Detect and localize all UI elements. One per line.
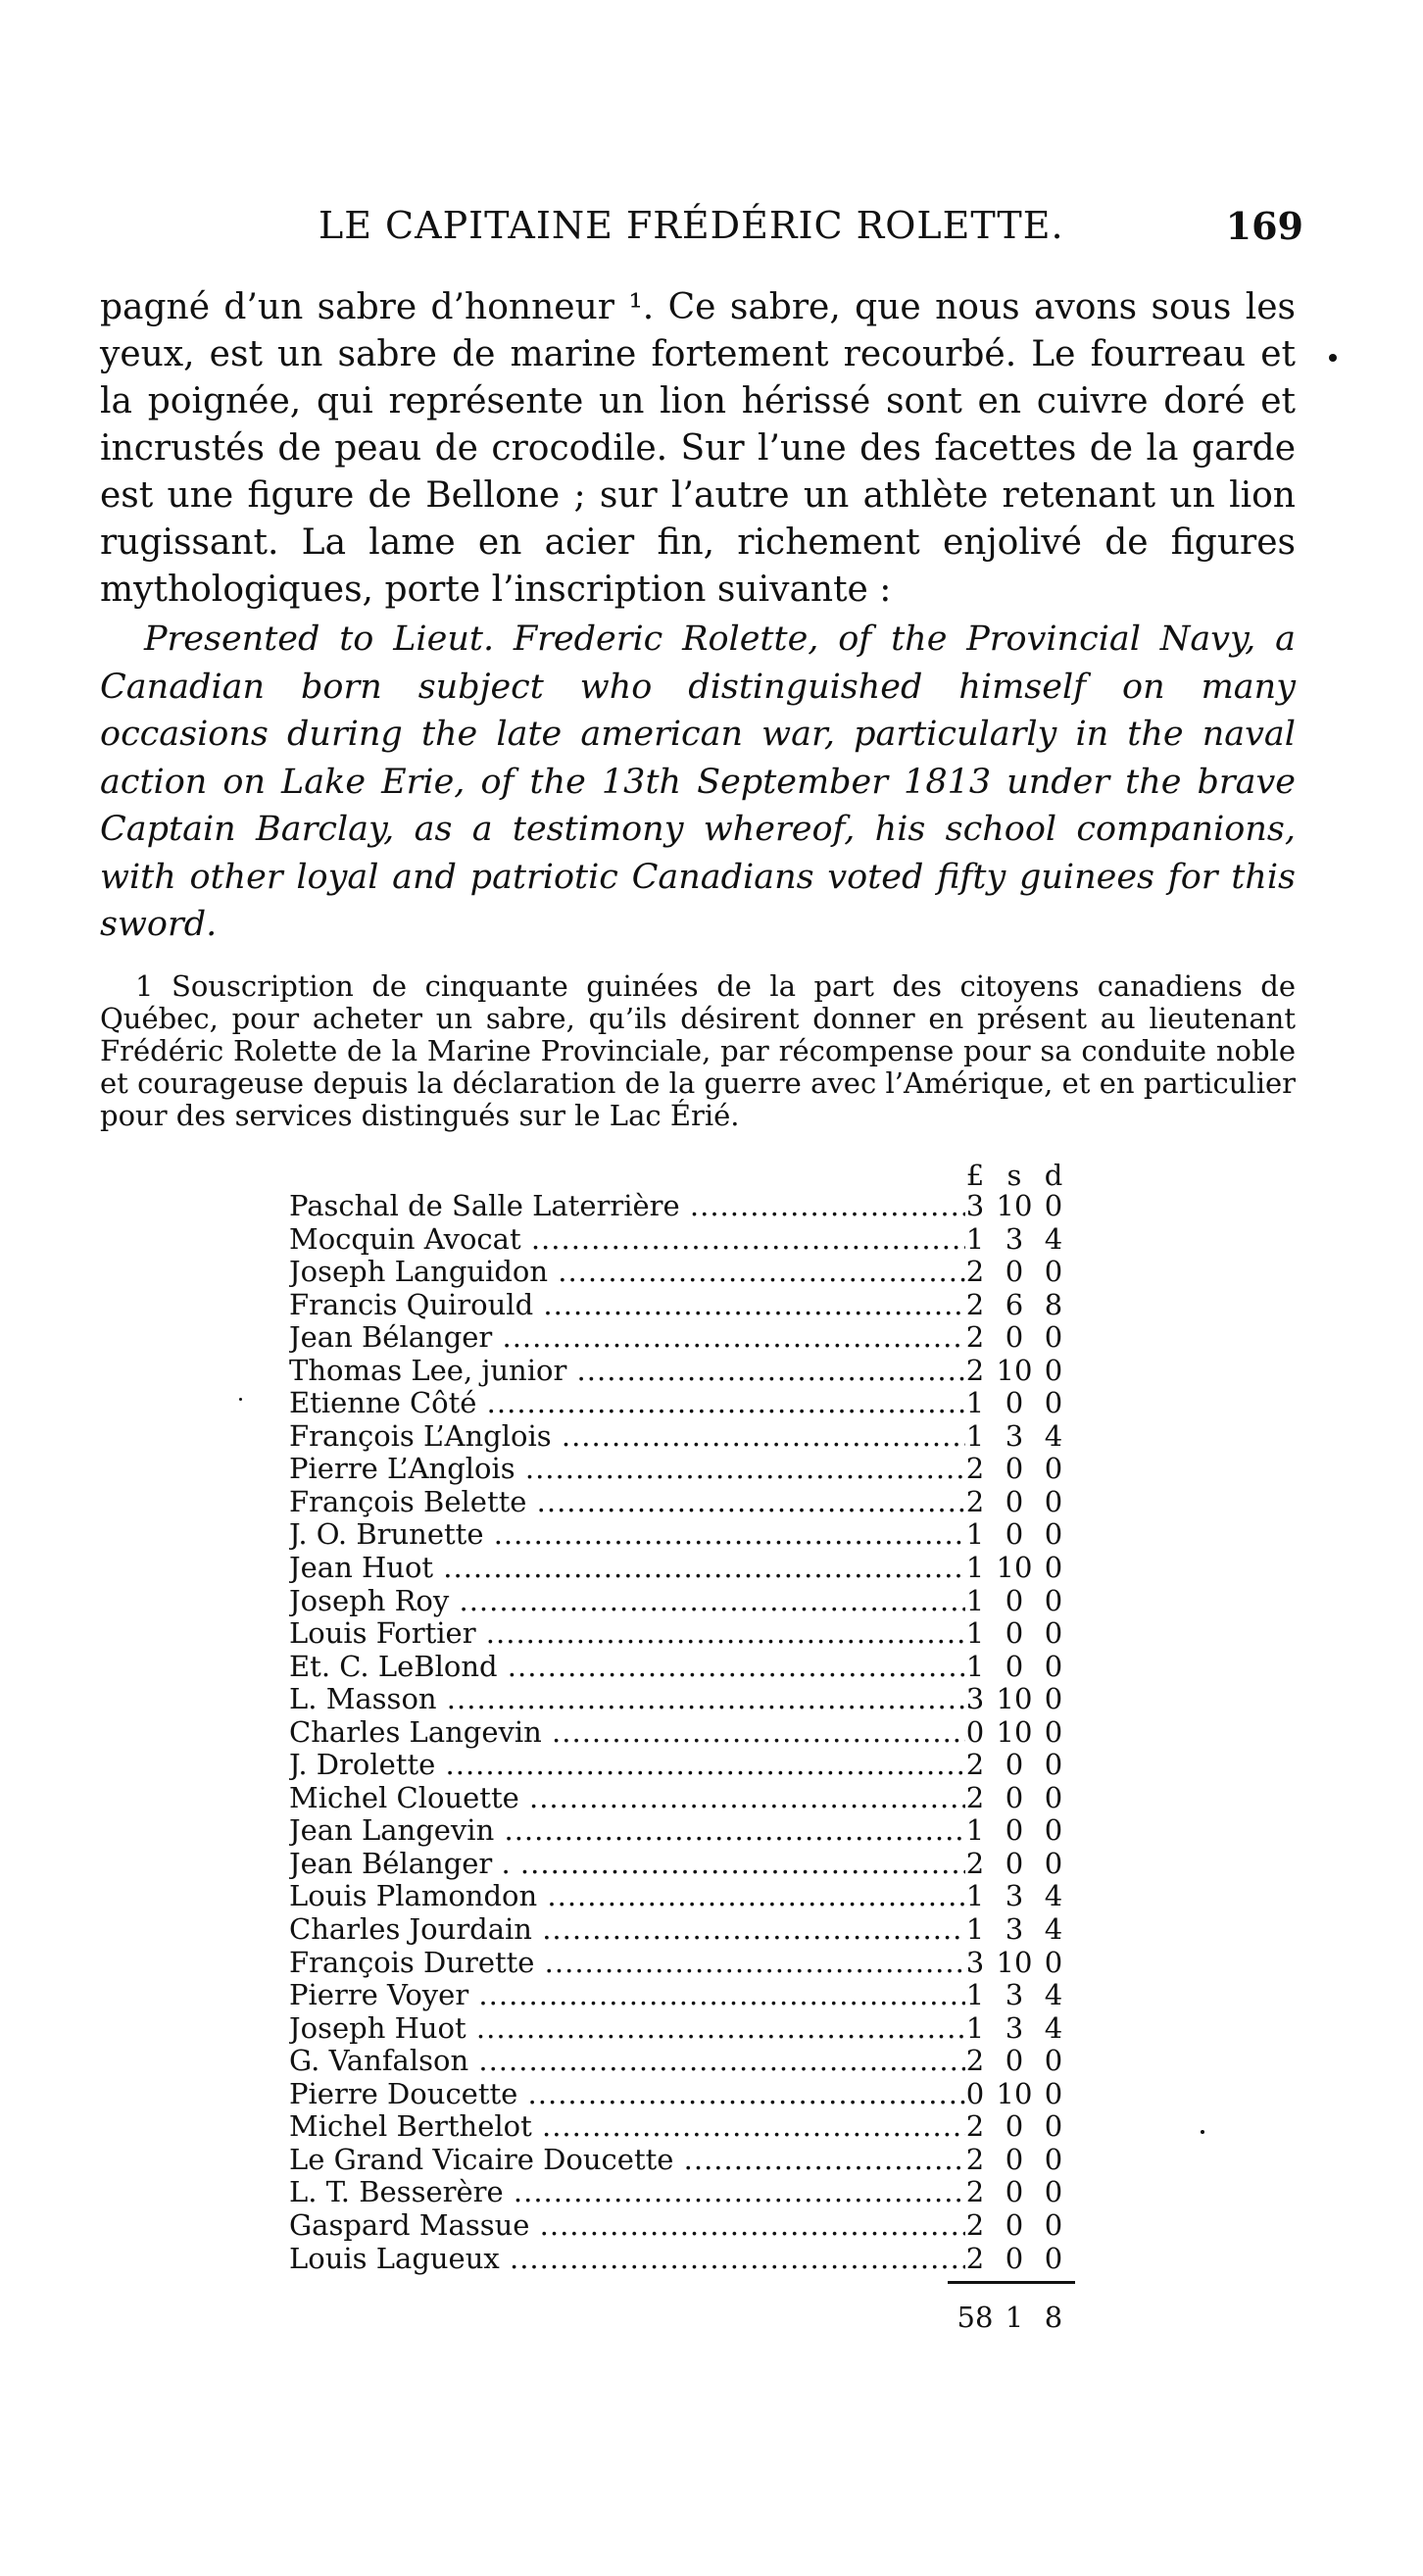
shillings-amount: 0 [1005,2044,1024,2078]
subscriber-name: Pierre Voyer ..... [289,1979,965,2012]
pence-amount: 0 [1044,1748,1063,1782]
subscriber-name: François L’Anglois ..... [289,1420,965,1454]
subscriber-name: Pierre Doucette ..... [289,2078,965,2111]
subscriber-name: Louis Lagueux ..... [289,2243,965,2276]
ledger-row [289,1782,1103,1815]
shillings-amount: 0 [1005,1649,1024,1683]
pence-amount: 4 [1044,1879,1063,1913]
shillings-amount: 10 [996,1353,1033,1387]
shillings-amount: 0 [1005,1748,1024,1782]
pence-column-header: d [1044,1159,1063,1192]
shillings-amount: 0 [1005,1517,1024,1552]
shillings-amount: 0 [1005,2207,1024,2242]
shillings-column-header: s [1006,1159,1022,1192]
pence-amount: 4 [1044,1418,1063,1453]
ledger-row [289,2045,1103,2078]
pounds-amount: 1 [965,1912,985,1947]
pence-amount: 0 [1044,2076,1063,2110]
pounds-amount: 2 [965,1748,985,1782]
shillings-amount: 0 [1005,1780,1024,1814]
pence-amount: 0 [1044,2175,1063,2209]
subscriber-name: Etienne Côté ..... [289,1387,965,1420]
ledger-row [289,1453,1103,1486]
pounds-amount: 2 [965,2175,985,2209]
ledger-row [289,1880,1103,1913]
total-shillings: 1 [1005,2301,1024,2335]
shillings-amount: 3 [1005,1879,1024,1913]
shillings-amount: 0 [1005,2142,1024,2176]
subscriber-name: Mocquin Avocat ..... [289,1223,965,1257]
subscriber-name: Joseph Languidon ..... [289,1256,965,1289]
footnote-text: 1 Souscription de cinquante guinées de la part des citoyens canadiens de Québec, pour acheter un sabre, qu’ils désirent donner en présent au lieutenant Frédéric Rolette de la Marine Provinciale, par récompense pour sa conduite noble et courageuse depuis la déclaration de la guerre avec l’Amérique, et en particulier pour des services distingués sur le Lac Érié. [100,969,1296,1132]
subscriber-name: Francis Quirould ..... [289,1289,965,1322]
ledger-row [289,1289,1103,1322]
pence-amount: 4 [1044,2010,1063,2045]
ledger-row [289,1848,1103,1881]
pounds-amount: 2 [965,1484,985,1518]
pence-amount: 0 [1044,1616,1063,1651]
total-pounds: 58 [957,2301,994,2335]
shillings-amount: 3 [1005,2010,1024,2045]
ink-speck [239,1398,242,1401]
pence-amount: 0 [1044,2109,1063,2144]
subscriber-name: Jean Bélanger ..... [289,1321,965,1355]
subscriber-name: Charles Jourdain ..... [289,1913,965,1947]
shillings-amount: 0 [1005,2175,1024,2209]
ledger-row [289,1420,1103,1454]
total-rule [948,2281,1075,2284]
ledger-row [289,1585,1103,1618]
ledger-row [289,1190,1103,1223]
pounds-amount: 2 [965,1452,985,1486]
subscriber-name: G. Vanfalson ..... [289,2045,965,2078]
pounds-amount: 3 [965,1945,985,1979]
ledger-row [289,1749,1103,1782]
ledger-row [289,1979,1103,2012]
shillings-amount: 0 [1005,1320,1024,1355]
shillings-amount: 0 [1005,2241,1024,2275]
shillings-amount: 10 [996,1945,1033,1979]
subscriber-name: Jean Langevin ..... [289,1814,965,1848]
pounds-amount: 1 [965,1583,985,1617]
pence-amount: 0 [1044,1189,1063,1222]
pence-amount: 0 [1044,1846,1063,1880]
pounds-amount: 1 [965,1418,985,1453]
shillings-amount: 0 [1005,1386,1024,1420]
subscriber-name: François Durette ..... [289,1947,965,1980]
pounds-column-header: £ [965,1159,985,1192]
ledger-row [289,1913,1103,1947]
shillings-amount: 0 [1005,1452,1024,1486]
shillings-amount: 10 [996,1714,1033,1749]
shillings-amount: 0 [1005,1846,1024,1880]
subscriber-name: J. Drolette ..... [289,1749,965,1782]
pounds-amount: 2 [965,2207,985,2242]
ledger-row [289,1617,1103,1651]
total-pence: 8 [1044,2301,1063,2335]
pence-amount: 0 [1044,1649,1063,1683]
pounds-amount: 1 [965,1813,985,1848]
shillings-amount: 3 [1005,1978,1024,2012]
ledger-row [289,1223,1103,1257]
shillings-amount: 10 [996,1682,1033,1716]
ledger-row [289,2209,1103,2243]
subscriber-name: Louis Plamondon ..... [289,1880,965,1913]
pounds-amount: 2 [965,1287,985,1321]
ledger-row [289,1683,1103,1716]
pounds-amount: 2 [965,1353,985,1387]
pence-amount: 0 [1044,2207,1063,2242]
ledger-row [289,1486,1103,1519]
pence-amount: 0 [1044,2241,1063,2275]
subscriber-name: Thomas Lee, junior ..... [289,1355,965,1388]
pence-amount: 0 [1044,1255,1063,1289]
subscriber-name: Michel Berthelot ..... [289,2110,965,2144]
pounds-amount: 2 [965,2142,985,2176]
ledger-row [289,1387,1103,1420]
pounds-amount: 1 [965,1386,985,1420]
pounds-amount: 1 [965,1616,985,1651]
ledger-row [289,1947,1103,1980]
subscriber-name: Jean Huot ..... [289,1552,965,1585]
ledger-row [289,2110,1103,2144]
shillings-amount: 3 [1005,1912,1024,1947]
pence-amount: 0 [1044,1583,1063,1617]
subscriber-name: J. O. Brunette ..... [289,1518,965,1552]
subscriber-name: L. Masson ..... [289,1683,965,1716]
pounds-amount: 3 [965,1682,985,1716]
pence-amount: 0 [1044,1320,1063,1355]
pounds-amount: 1 [965,1978,985,2012]
pence-amount: 0 [1044,1945,1063,1979]
shillings-amount: 10 [996,2076,1033,2110]
subscriber-name: Et. C. LeBlond ..... [289,1651,965,1684]
pounds-amount: 2 [965,1255,985,1289]
pounds-amount: 1 [965,1221,985,1256]
running-head [98,204,1303,255]
subscriber-name: Joseph Roy ..... [289,1585,965,1618]
shillings-amount: 10 [996,1551,1033,1585]
ink-speck [1201,2130,1204,2134]
pounds-amount: 2 [965,2241,985,2275]
ledger-row [289,1716,1103,1750]
shillings-amount: 0 [1005,1255,1024,1289]
subscriber-name: Le Grand Vicaire Doucette ..... [289,2144,965,2177]
subscriber-name: Gaspard Massue ..... [289,2209,965,2243]
subscriber-name: François Belette ..... [289,1486,965,1519]
shillings-amount: 6 [1005,1287,1024,1321]
ledger-row [289,2078,1103,2111]
pounds-amount: 0 [965,2076,985,2110]
shillings-amount: 0 [1005,1484,1024,1518]
pounds-amount: 2 [965,2109,985,2144]
subscriber-name: Joseph Huot ..... [289,2012,965,2046]
running-title: LE CAPITAINE FRÉDÉRIC ROLETTE. [319,204,1064,247]
pence-amount: 0 [1044,1551,1063,1585]
pounds-amount: 1 [965,1517,985,1552]
ledger-row [289,1814,1103,1848]
pence-amount: 0 [1044,1452,1063,1486]
pence-amount: 4 [1044,1221,1063,1256]
pence-amount: 0 [1044,1780,1063,1814]
shillings-amount: 0 [1005,1583,1024,1617]
pounds-amount: 2 [965,1320,985,1355]
ledger-row [289,1355,1103,1388]
shillings-amount: 3 [1005,1221,1024,1256]
page-number: 169 [1225,204,1303,248]
pence-amount: 0 [1044,1484,1063,1518]
pence-amount: 0 [1044,1517,1063,1552]
ledger-total [289,2298,1103,2337]
ledger-row [289,1518,1103,1552]
ledger-row [289,2012,1103,2046]
shillings-amount: 0 [1005,1616,1024,1651]
ledger-rows [289,1190,1103,2275]
subscription-ledger [289,1159,1103,2337]
pounds-amount: 1 [965,1551,985,1585]
pounds-amount: 2 [965,1780,985,1814]
pence-amount: 0 [1044,2142,1063,2176]
pounds-amount: 2 [965,1846,985,1880]
shillings-amount: 10 [996,1189,1033,1222]
ledger-row [289,1321,1103,1355]
subscriber-name: Jean Bélanger . ..... [289,1848,965,1881]
ledger-row [289,2243,1103,2276]
pounds-amount: 1 [965,1879,985,1913]
pence-amount: 4 [1044,1978,1063,2012]
subscriber-name: Michel Clouette ..... [289,1782,965,1815]
pounds-amount: 1 [965,1649,985,1683]
pounds-amount: 0 [965,1714,985,1749]
pence-amount: 4 [1044,1912,1063,1947]
pounds-amount: 3 [965,1189,985,1222]
pounds-amount: 1 [965,2010,985,2045]
shillings-amount: 0 [1005,2109,1024,2144]
sword-inscription: Presented to Lieut. Frederic Rolette, of the Provincial Navy, a Canadian born subject who distinguished himself on many occasions during the late american war, particularly in the naval action on Lake Erie, of the 13th September 1813 under the brave Captain Barclay, as a testimony whereof, his school companions, with other loyal and patriotic Canadians voted fifty guinees for this sword. [100,619,1296,944]
ledger-row [289,1552,1103,1585]
ledger-row [289,1651,1103,1684]
subscriber-name: Paschal de Salle Laterrière ..... [289,1190,965,1223]
pence-amount: 0 [1044,1386,1063,1420]
subscriber-name: Pierre L’Anglois ..... [289,1453,965,1486]
ledger-row [289,2176,1103,2209]
pence-amount: 0 [1044,1682,1063,1716]
ledger-header [289,1159,1103,1190]
footnote [100,970,1296,1132]
ledger-row [289,2144,1103,2177]
pence-amount: 0 [1044,1813,1063,1848]
shillings-amount: 0 [1005,1813,1024,1848]
subscriber-name: Charles Langevin ..... [289,1716,965,1750]
pence-amount: 0 [1044,1714,1063,1749]
pounds-amount: 2 [965,2044,985,2078]
ledger-row [289,1256,1103,1289]
pence-amount: 0 [1044,1353,1063,1387]
pence-amount: 0 [1044,2044,1063,2078]
pence-amount: 8 [1044,1287,1063,1321]
subscriber-name: Louis Fortier ..... [289,1617,965,1651]
paragraph-text: pagné d’un sabre d’honneur ¹. Ce sabre, que nous avons sous les yeux, est un sabre de marine fortement recourbé. Le fourreau et la poignée, qui représente un lion hérissé sont en cuivre doré et incrustés de peau de crocodile. Sur l’une des facettes de la garde est une figure de Bellone ; sur l’autre un athlète retenant un lion rugissant. La lame en acier fin, richement enjolivé de figures mythologiques, porte l’inscription suivante : [100,287,1296,610]
shillings-amount: 3 [1005,1418,1024,1453]
ink-speck [1329,354,1337,362]
body-paragraph [100,284,1296,614]
subscriber-name: L. T. Besserère ..... [289,2176,965,2209]
